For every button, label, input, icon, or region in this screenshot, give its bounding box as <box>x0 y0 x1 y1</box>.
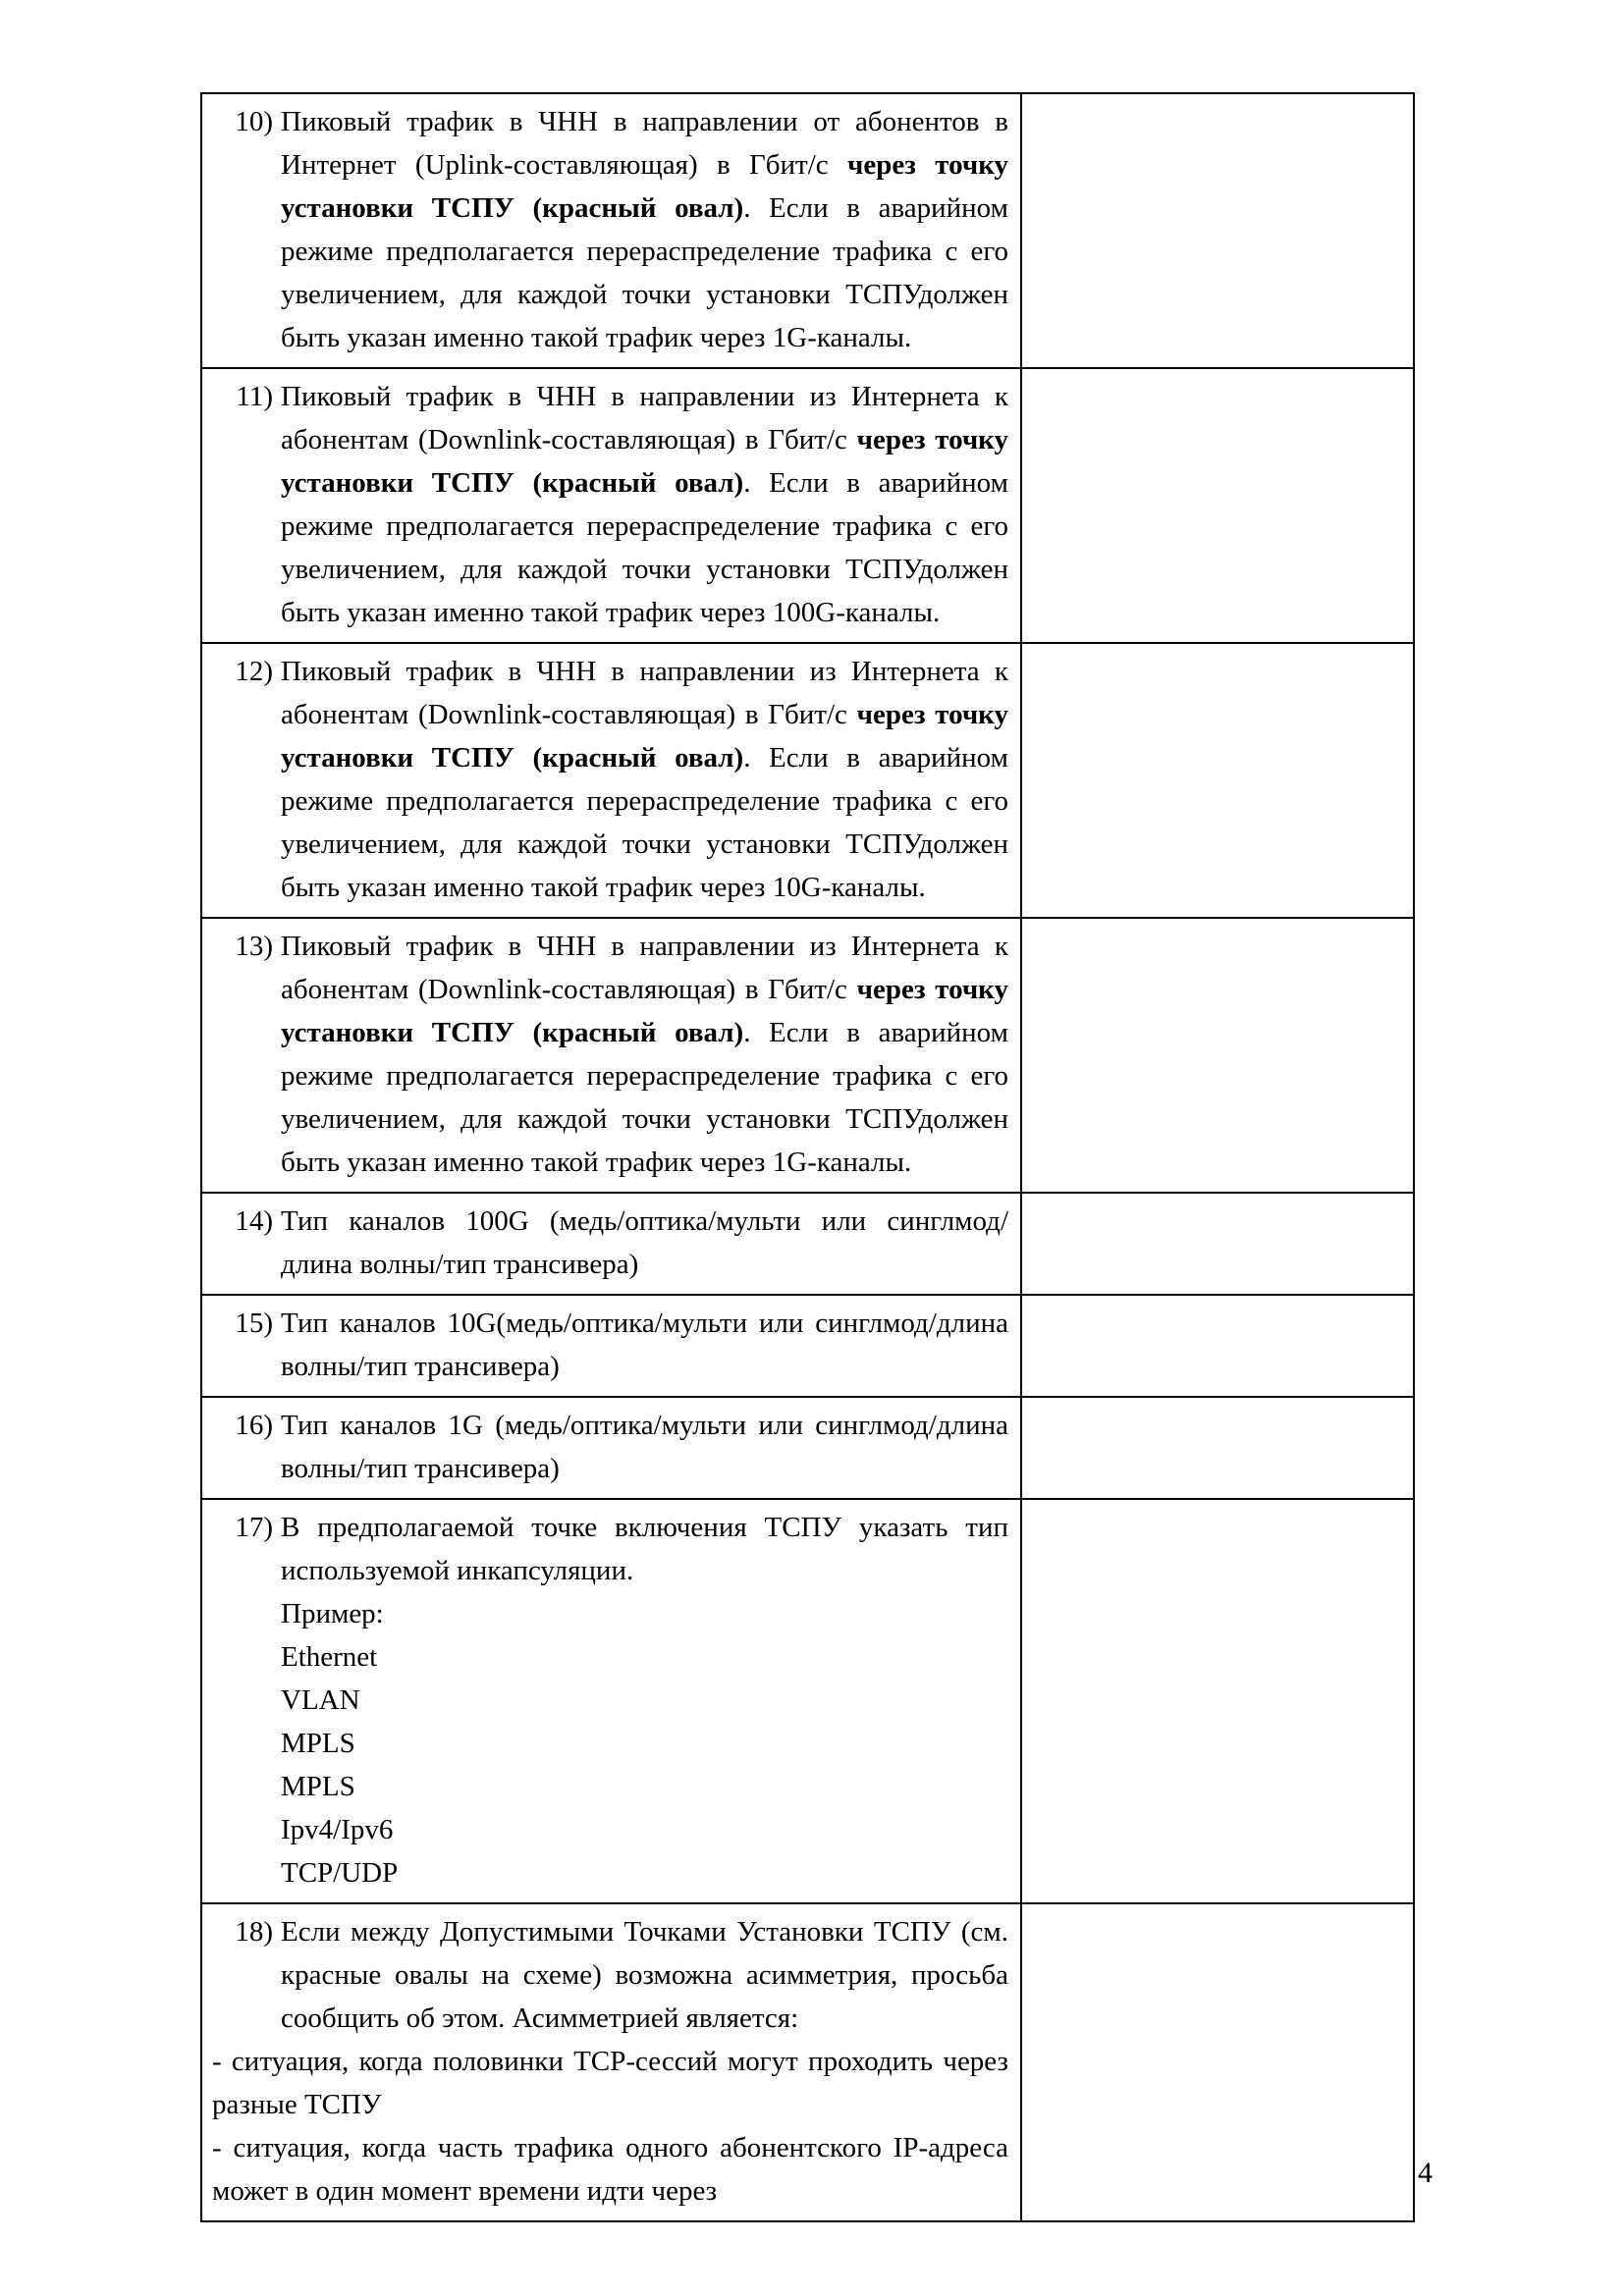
list-line: Ipv4/Ipv6 <box>281 1814 394 1845</box>
table-row <box>201 1193 1414 1295</box>
requirement-cell <box>201 1397 1021 1499</box>
requirement-cell-inner <box>202 1500 1020 1902</box>
item-body <box>281 1302 1008 1388</box>
emphasis-text: через точку установки ТСПУ (красный овал) <box>281 974 1008 1048</box>
requirement-cell <box>201 1193 1021 1295</box>
item-number: 16) <box>235 1410 273 1441</box>
table-row <box>201 1903 1414 2221</box>
numbered-item <box>212 1506 1008 1895</box>
requirement-cell <box>201 643 1021 918</box>
answer-cell[interactable] <box>1021 93 1414 368</box>
answer-cell[interactable] <box>1021 1903 1414 2221</box>
requirement-cell <box>201 93 1021 368</box>
item-paragraph: В предполагаемой точке включения ТСПУ указать тип используемой инкапсуляции. <box>281 1512 1008 1586</box>
dash-paragraph: - ситуация, когда половинки TCP-сессий могут проходить через разные ТСПУ <box>212 2046 1008 2120</box>
requirement-cell-inner <box>202 1904 1020 2220</box>
body-text: . Если в аварийном режиме предполагается перераспределение трафика с его увеличением, для каждой точки установки ТСПУдолжен быть указан именно такой трафик через 1G-каналы. <box>281 1017 1008 1178</box>
item-number: 18) <box>235 1916 273 1948</box>
requirement-cell <box>201 918 1021 1193</box>
answer-cell[interactable] <box>1021 1499 1414 1903</box>
list-line: VLAN <box>281 1684 360 1716</box>
table-row <box>201 918 1414 1193</box>
requirement-cell-inner <box>202 919 1020 1192</box>
emphasis-text: через точку установки ТСПУ (красный овал) <box>281 149 1008 224</box>
item-body <box>281 375 1008 634</box>
requirement-cell <box>201 368 1021 643</box>
answer-cell[interactable] <box>1021 1295 1414 1397</box>
answer-field[interactable] <box>1022 1500 1413 1531</box>
table-row <box>201 368 1414 643</box>
item-paragraph: Тип каналов 1G (медь/оптика/мульти или синглмод/длина волны/тип трансивера) <box>281 1410 1008 1484</box>
answer-field[interactable] <box>1022 1904 1413 1936</box>
requirement-cell-inner <box>202 369 1020 642</box>
answer-field[interactable] <box>1022 1296 1413 1327</box>
answer-field[interactable] <box>1022 369 1413 400</box>
item-paragraph: Тип каналов 100G (медь/оптика/мульти или синглмод/длина волны/тип трансивера) <box>281 1205 1008 1280</box>
item-paragraph <box>281 925 1008 1184</box>
answer-field[interactable] <box>1022 644 1413 675</box>
requirement-cell <box>201 1903 1021 2221</box>
item-paragraph: Тип каналов 10G(медь/оптика/мульти или синглмод/длина волны/тип трансивера) <box>281 1308 1008 1382</box>
item-number: 11) <box>236 381 273 412</box>
answer-field[interactable] <box>1022 1398 1413 1429</box>
body-text: Пиковый трафик в ЧНН в направлении из Интернета к абонентам (Downlink-составляющая) в Гбит/с <box>281 931 1008 1005</box>
list-line: MPLS <box>281 1728 355 1759</box>
item-body <box>281 1200 1008 1286</box>
requirement-cell-inner <box>202 1194 1020 1294</box>
item-number: 12) <box>235 656 273 687</box>
item-body <box>281 650 1008 909</box>
item-paragraph: Если между Допустимыми Точками Установки ТСПУ (см. красные овалы на схеме) возможна асимметрия, просьба сообщить об этом. Асимметрией является: <box>281 1916 1008 2034</box>
item-paragraph <box>281 375 1008 634</box>
emphasis-text: через точку установки ТСПУ (красный овал) <box>281 699 1008 774</box>
answer-cell[interactable] <box>1021 918 1414 1193</box>
body-text: . Если в аварийном режиме предполагается перераспределение трафика с его увеличением, для каждой точки установки ТСПУдолжен быть указан именно такой трафик через 100G-каналы. <box>281 467 1008 628</box>
item-number: 17) <box>235 1512 273 1543</box>
emphasis-text: через точку установки ТСПУ (красный овал) <box>281 424 1008 499</box>
item-number: 14) <box>235 1205 273 1237</box>
dash-paragraph: - ситуация, когда часть трафика одного абонентского IP-адреса может в один момент времени идти через <box>212 2132 1008 2207</box>
item-body <box>281 1910 1008 2040</box>
item-paragraph <box>281 650 1008 909</box>
numbered-item <box>212 100 1008 359</box>
numbered-item <box>212 925 1008 1184</box>
item-number: 10) <box>235 106 273 137</box>
numbered-item <box>212 650 1008 909</box>
table-body <box>201 93 1414 2221</box>
body-text: . Если в аварийном режиме предполагается перераспределение трафика с его увеличением, для каждой точки установки ТСПУдолжен быть указан именно такой трафик через 10G-каналы. <box>281 742 1008 903</box>
item-body <box>281 925 1008 1184</box>
numbered-item <box>212 1302 1008 1388</box>
table-row <box>201 93 1414 368</box>
list-line: Ethernet <box>281 1641 378 1673</box>
numbered-item <box>212 1910 1008 2040</box>
numbered-item <box>212 375 1008 634</box>
body-text: Пиковый трафик в ЧНН в направлении от абонентов в Интернет (Uplink-составляющая) в Гбит/с <box>281 106 1008 181</box>
item-number: 13) <box>235 931 273 962</box>
requirement-cell-inner <box>202 94 1020 367</box>
table-row <box>201 1499 1414 1903</box>
list-line: Пример: <box>281 1598 384 1629</box>
numbered-item <box>212 1404 1008 1490</box>
answer-field[interactable] <box>1022 919 1413 950</box>
table-row <box>201 643 1414 918</box>
list-line: TCP/UDP <box>281 1857 399 1889</box>
requirement-cell-inner <box>202 1398 1020 1498</box>
list-line: MPLS <box>281 1771 355 1802</box>
numbered-item <box>212 1200 1008 1286</box>
item-body <box>281 1506 1008 1895</box>
answer-field[interactable] <box>1022 1194 1413 1225</box>
table-row <box>201 1295 1414 1397</box>
item-body <box>281 1404 1008 1490</box>
requirement-cell <box>201 1295 1021 1397</box>
answer-cell[interactable] <box>1021 1193 1414 1295</box>
item-paragraph <box>281 100 1008 359</box>
item-body <box>281 100 1008 359</box>
requirement-cell-inner <box>202 644 1020 917</box>
body-text: Пиковый трафик в ЧНН в направлении из Интернета к абонентам (Downlink-составляющая) в Гбит/с <box>281 381 1008 455</box>
requirement-cell-inner <box>202 1296 1020 1396</box>
item-number: 15) <box>235 1308 273 1339</box>
answer-cell[interactable] <box>1021 643 1414 918</box>
page-number: 4 <box>1418 2157 1433 2189</box>
requirement-cell <box>201 1499 1021 1903</box>
body-text: Пиковый трафик в ЧНН в направлении из Интернета к абонентам (Downlink-составляющая) в Гбит/с <box>281 656 1008 730</box>
answer-field[interactable] <box>1022 94 1413 126</box>
answer-cell[interactable] <box>1021 368 1414 643</box>
answer-cell[interactable] <box>1021 1397 1414 1499</box>
requirements-table <box>200 92 1415 2222</box>
body-text: . Если в аварийном режиме предполагается перераспределение трафика с его увеличением, для каждой точки установки ТСПУдолжен быть указан именно такой трафик через 1G-каналы. <box>281 192 1008 353</box>
table-row <box>201 1397 1414 1499</box>
